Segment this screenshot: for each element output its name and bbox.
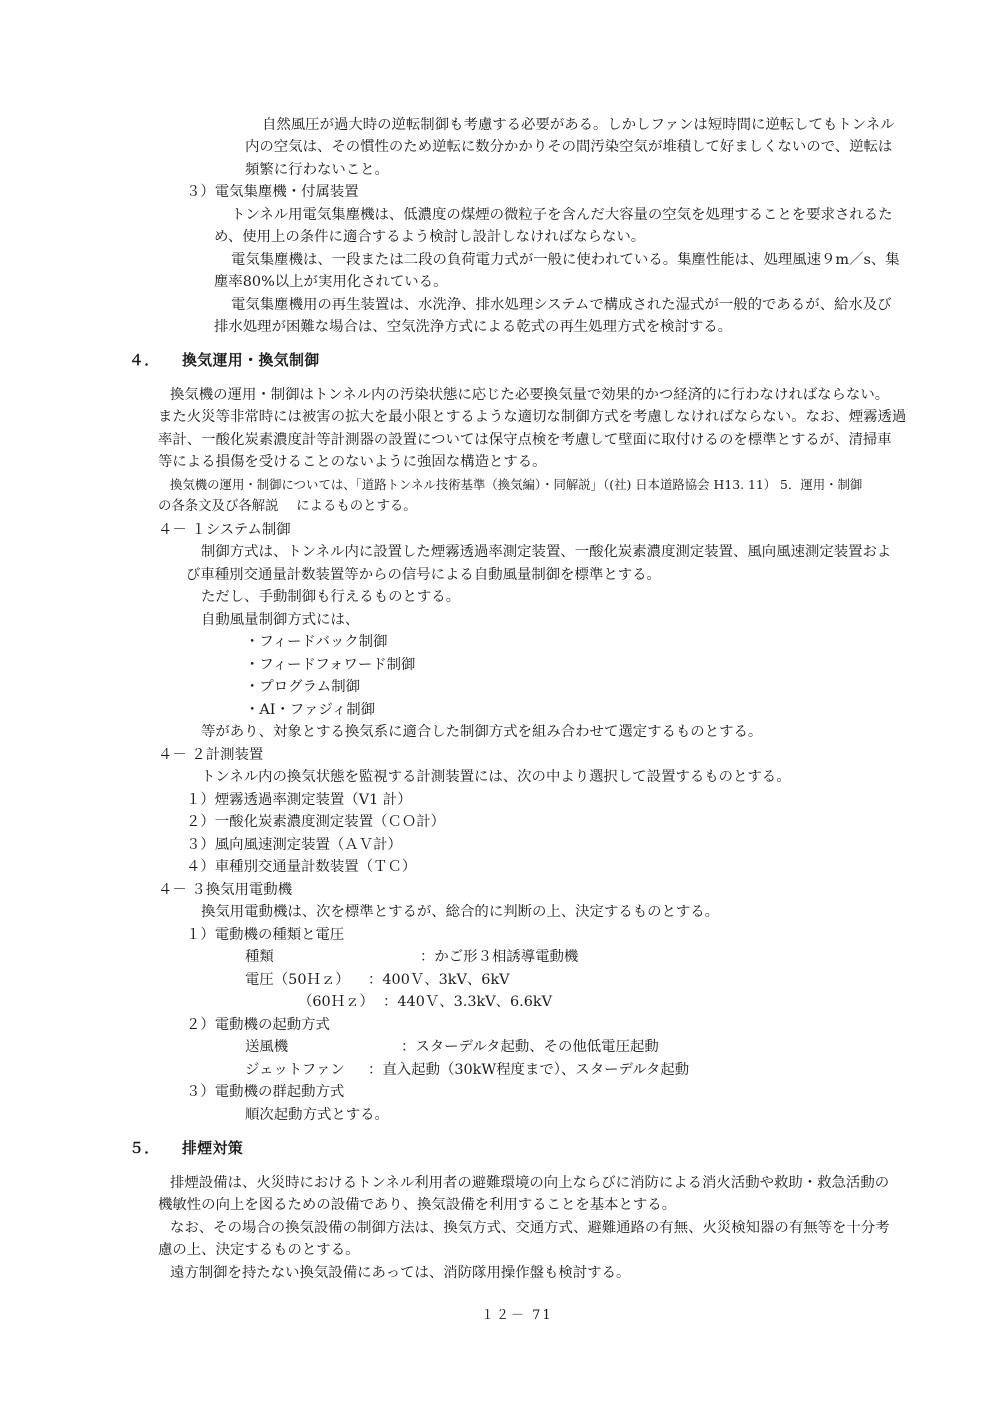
section-title: 換気運用・換気制御 — [182, 352, 320, 369]
item-heading: １）電動機の種類と電圧 — [186, 927, 345, 943]
body-text-line: 排水処理が困難な場合は、空気洗浄方式による乾式の再生処理方式を検討する。 — [214, 319, 733, 335]
spec-value: ：400Ｖ、3kV、6kV — [368, 972, 510, 988]
list-item: ４）車種別交通量計数装置（ＴＣ） — [186, 859, 417, 875]
body-text-line: 換気用電動機は、次を標準とするが、総合的に判断の上、決定するものとする。 — [201, 904, 720, 920]
body-text-line: 換気機の運用・制御はトンネル内の汚染状態に応じた必要換気量で効果的かつ経済的に行わなければならない。 — [170, 387, 890, 403]
section-number: ５． — [129, 1140, 160, 1157]
body-text-line: 自然風圧が過大時の逆転制御も考慮する必要がある。しかしファンは短時間に逆転してもトンネル — [262, 117, 895, 133]
list-item: ・AI・ファジィ制御 — [245, 702, 376, 718]
list-item: ・プログラム制御 — [245, 679, 360, 695]
subsection-heading: ４－ ２計測装置 — [158, 747, 264, 763]
body-text-line: 順次起動方式とする。 — [245, 1107, 389, 1123]
list-item: ・フィードフォワード制御 — [245, 657, 416, 673]
spec-value: ：かご形３相誘導電動機 — [420, 949, 579, 965]
body-text-line: 換気機の運用・制御については、「道路トンネル技術基準（換気編）・同解説」（(社) 日本道路協会 H13. 11） 5．運用・制御 — [170, 477, 863, 492]
spec-value: ：スターデルタ起動、その他低電圧起動 — [401, 1039, 659, 1055]
body-text-line: 遠方制御を持たない換気設備にあっては、消防隊用操作盤も検討する。 — [170, 1265, 631, 1281]
body-text-line: 等による損傷を受けることのないように強固な構造とする。 — [158, 454, 547, 470]
item-heading: ２）電動機の起動方式 — [186, 1017, 330, 1033]
spec-value: ：直入起動（30kW程度まで）、スターデルタ起動 — [368, 1062, 690, 1078]
spec-label: ジェットファン — [245, 1062, 345, 1078]
section-title: 排煙対策 — [182, 1140, 244, 1157]
body-text-line: また火災等非常時には被害の拡大を最小限とするような適切な制御方式を考慮しなければならない。なお、煙霧透過 — [158, 409, 907, 425]
body-text-line: 頻繁に行わないこと。 — [245, 162, 389, 178]
item-heading: ３）電気集塵機・付属装置 — [186, 184, 359, 200]
body-text-line: トンネル内の換気状態を監視する計測装置には、次の中より選択して設置するものとする。 — [201, 769, 791, 785]
body-text-line: 等があり、対象とする換気系に適合した制御方式を組み合わせて選定するものとする。 — [201, 724, 763, 740]
body-text-line: なお、その場合の換気設備の制御方法は、換気方式、交通方式、避難通路の有無、火災検知器の有無等を十分考 — [170, 1220, 890, 1236]
body-text-line: 排煙設備は、火災時におけるトンネル利用者の避難環境の向上ならびに消防による消火活動や救助・救急活動の — [170, 1175, 890, 1191]
body-text-line: の各条文及び各解説 によるものとする。 — [158, 499, 417, 514]
body-text-line: 率計、一酸化炭素濃度計等計測器の設置については保守点検を考慮して壁面に取付けるのを標準とするが、清掃車 — [158, 432, 892, 448]
item-heading: ３）電動機の群起動方式 — [186, 1084, 345, 1100]
spec-label: 電圧（50Ｈｚ） — [245, 972, 350, 988]
list-item: １）煙霧透過率測定装置（V1 計） — [186, 792, 412, 808]
body-text-line: め、使用上の条件に適合するよう検討し設計しなければならない。 — [214, 229, 646, 245]
body-text-line: 電気集塵機は、一段または二段の負荷電力式が一般に使われている。集塵性能は、処理風速９m／s、集 — [231, 252, 900, 268]
spec-label: 種類 — [245, 949, 274, 965]
body-text-line: ただし、手動制御も行えるものとする。 — [201, 589, 461, 605]
body-text-line: 制御方式は、トンネル内に設置した煙霧透過率測定装置、一酸化炭素濃度測定装置、風向風速測定装置およ — [201, 544, 892, 560]
body-text-line: 塵率80%以上が実用化されている。 — [214, 274, 448, 290]
body-text-line: 電気集塵機用の再生装置は、水洗浄、排水処理システムで構成された湿式が一般的であるが、給水及び — [231, 297, 892, 313]
list-item: ・フィードバック制御 — [245, 634, 388, 650]
body-text-line: 内の空気は、その慣性のため逆転に数分かかりその間汚染空気が堆積して好ましくないので、逆転は — [245, 139, 893, 155]
body-text-line: 慮の上、決定するものとする。 — [158, 1242, 360, 1258]
body-text-line: 機敏性の向上を図るための設備であり、換気設備を利用することを基本とする。 — [158, 1197, 677, 1213]
spec-label: 送風機 — [245, 1039, 289, 1055]
body-text-line: び車種別交通量計数装置等からの信号による自動風量制御を標準とする。 — [186, 567, 661, 583]
list-item: ３）風向風速測定装置（ＡＶ計） — [186, 837, 402, 853]
page-number: １２－ 71 — [481, 1308, 553, 1323]
section-number: ４． — [129, 352, 160, 369]
subsection-heading: ４－ ３換気用電動機 — [158, 882, 293, 898]
spec-label: （60Ｈｚ） — [298, 994, 374, 1010]
list-item: ２）一酸化炭素濃度測定装置（ＣＯ計） — [186, 814, 446, 830]
body-text-line: トンネル用電気集塵機は、低濃度の煤煙の微粒子を含んだ大容量の空気を処理することを要求されるた — [231, 207, 893, 223]
spec-value: ：440Ｖ、3.3kV、6.6kV — [383, 994, 553, 1010]
subsection-heading: ４－ １システム制御 — [158, 522, 291, 538]
body-text-line: 自動風量制御方式には、 — [201, 612, 360, 628]
